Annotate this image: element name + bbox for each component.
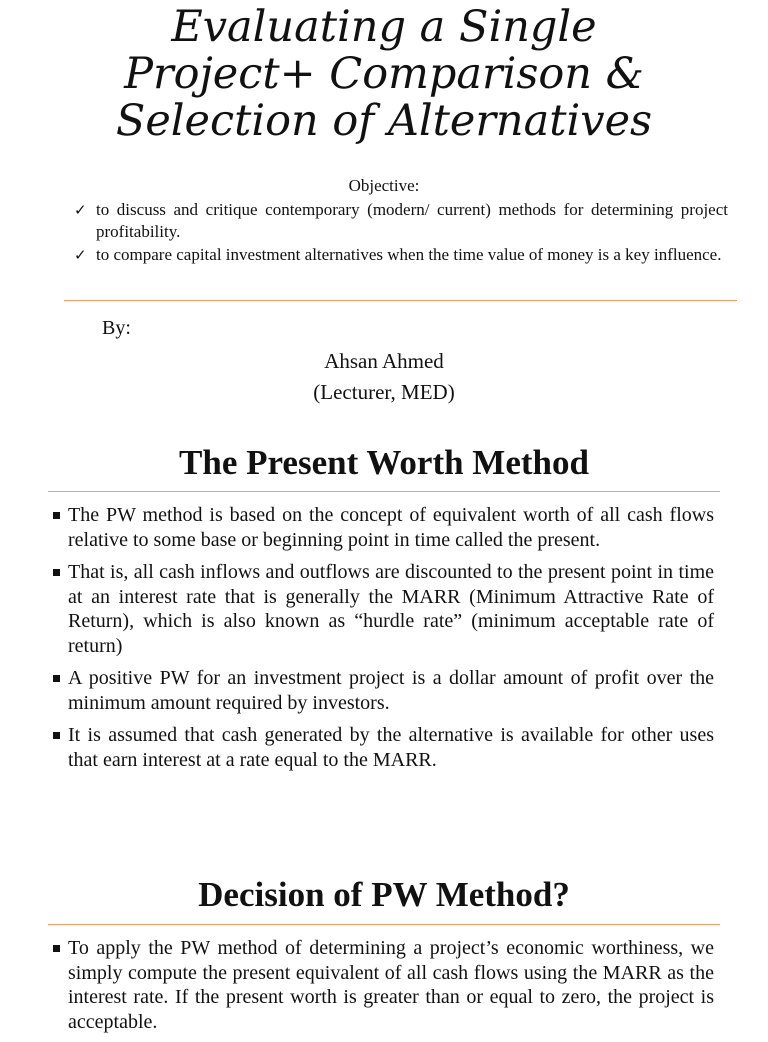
- bullet-text: That is, all cash inflows and outflows are discounted to the present point in time at an interest rate that is generally the MARR (Minimum Attractive Rate of Return), which is also known as “hurdle rate” (minimum acceptable rate of return): [68, 561, 714, 657]
- square-bullet-icon: [53, 945, 60, 952]
- title-line-3: Selection of Alternatives: [115, 96, 653, 146]
- by-label: By:: [102, 317, 131, 339]
- objective-heading: Objective:: [348, 176, 420, 195]
- checkmark-icon: ✓: [74, 201, 87, 219]
- bullet-list: [52, 936, 714, 1042]
- slide-heading: The Present Worth Method: [179, 443, 589, 482]
- author-name: Ahsan Ahmed: [324, 349, 444, 373]
- objective-text: to discuss and critique contemporary (modern/ current) methods for determining project profitability.: [96, 200, 728, 241]
- objective-text: to compare capital investment alternatives when the time value of money is a key influence.: [96, 245, 722, 264]
- divider: [48, 924, 720, 925]
- bullet-text: To apply the PW method of determining a project’s economic worthiness, we simply compute the present equivalent of all cash flows using the MARR as the interest rate. If the present worth is greater than or equal to zero, the project is acceptable.: [68, 937, 714, 1033]
- bullet-text: A positive PW for an investment project is a dollar amount of profit over the minimum amount required by investors.: [68, 667, 714, 714]
- checkmark-icon: ✓: [74, 246, 87, 264]
- bullet-text: It is assumed that cash generated by the alternative is available for other uses that earn interest at a rate equal to the MARR.: [68, 724, 714, 771]
- title-line-2: Project+ Comparison &: [124, 49, 644, 99]
- author-role: (Lecturer, MED): [313, 380, 455, 404]
- title-line-1: Evaluating a Single: [171, 2, 597, 52]
- bullet-item: [52, 936, 714, 1034]
- slide-heading: Decision of PW Method?: [198, 875, 570, 914]
- bullet-text: The PW method is based on the concept of equivalent worth of all cash flows relative to some base or beginning point in time called the present.: [68, 504, 714, 551]
